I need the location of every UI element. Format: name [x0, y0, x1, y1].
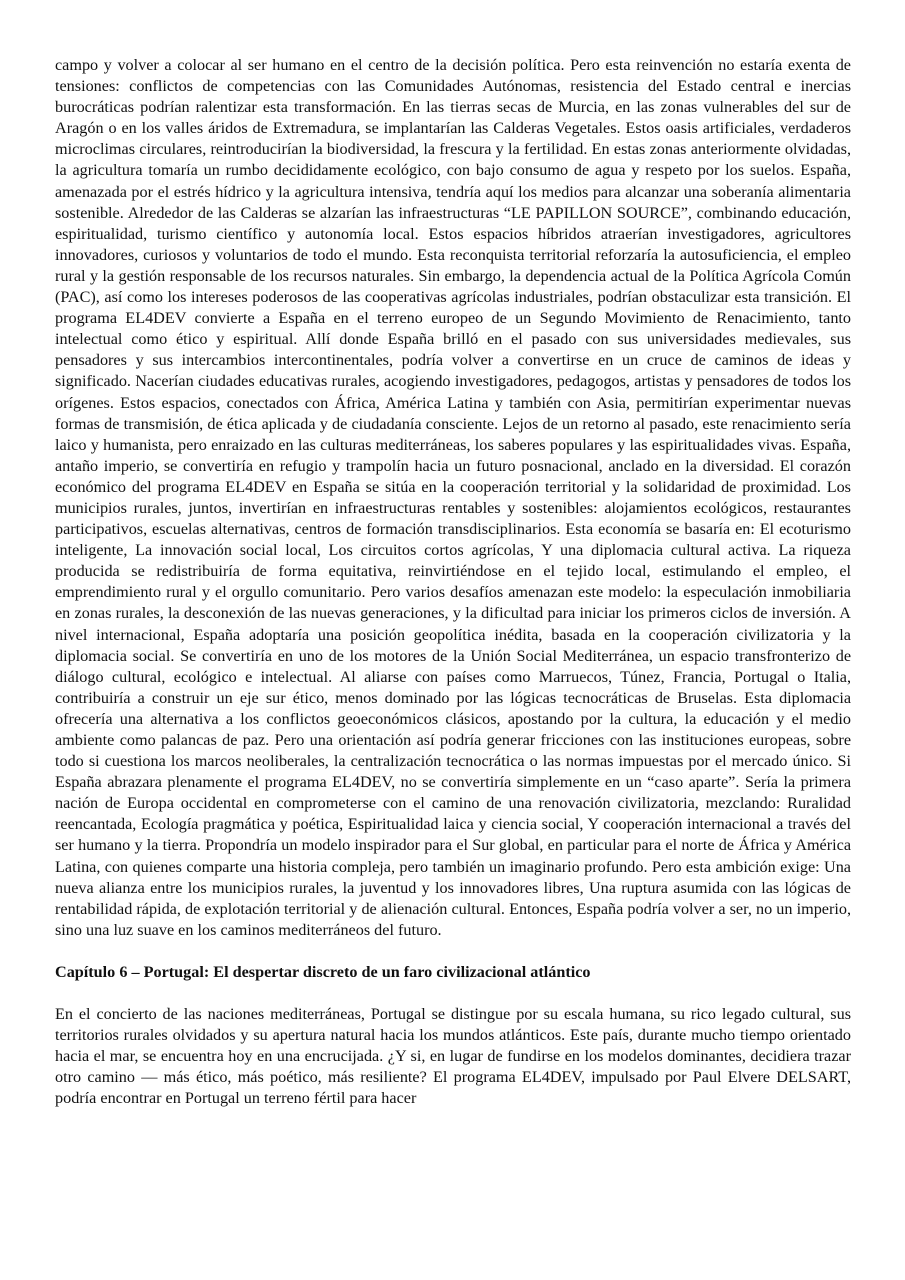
- chapter-heading: Capítulo 6 – Portugal: El despertar discreto de un faro civilizacional atlántico: [55, 962, 591, 981]
- body-paragraph: campo y volver a colocar al ser humano en el centro de la decisión política. Pero esta reinvención no estaría exenta de tensiones: conflictos de competencias con las Comunidades Autónomas, resistencia del Estado central e inercias burocráticas podrían ralentizar esta transformación. En las tierras secas de Murcia, en las zonas vulnerables del sur de Aragón o en los valles áridos de Extremadura, se implantarían las Calderas Vegetales. Estos oasis artificiales, verdaderos microclimas circulares, reintroducirían la biodiversidad, la frescura y la fertilidad. En estas zonas anteriormente olvidadas, la agricultura tomaría un rumbo decididamente ecológico, con bajo consumo de agua y respeto por los suelos. España, amenazada por el estrés hídrico y la agricultura intensiva, tendría aquí los medios para alcanzar una soberanía alimentaria sostenible. Alrededor de las Calderas se alzarían las infraestructuras “LE PAPILLON SOURCE”, combinando educación, espiritualidad, turismo científico y autonomía local. Estos espacios híbridos atraerían investigadores, agricultores innovadores, curiosos y voluntarios de todo el mundo. Esta reconquista territorial reforzaría la autosuficiencia, el empleo rural y la gestión responsable de los recursos naturales. Sin embargo, la dependencia actual de la Política Agrícola Común (PAC), así como los intereses poderosos de las cooperativas agrícolas industriales, podrían obstaculizar esta transición. El programa EL4DEV convierte a España en el terreno europeo de un Segundo Movimiento de Renacimiento, tanto intelectual como ético y espiritual. Allí donde España brilló en el pasado con sus universidades medievales, sus pensadores y sus intercambios intercontinentales, podría volver a convertirse en un cruce de caminos de ideas y significado. Nacerían ciudades educativas rurales, acogiendo investigadores, pedagogos, artistas y pensadores de todos los orígenes. Estos espacios, conectados con África, América Latina y también con Asia, permitirían experimentar nuevas formas de transmisión, de ética aplicada y de ciudadanía consciente. Lejos de un retorno al pasado, este renacimiento sería laico y humanista, pero enraizado en las culturas mediterráneas, los saberes populares y las espiritualidades vivas. España, antaño imperio, se convertiría en refugio y trampolín hacia un futuro posnacional, anclado en la diversidad. El corazón económico del programa EL4DEV en España se sitúa en la cooperación territorial y la solidaridad de proximidad. Los municipios rurales, juntos, invertirían en infraestructuras rentables y sostenibles: alojamientos ecológicos, restaurantes participativos, escuelas alternativas, centros de formación transdisciplinarios. Esta economía se basaría en: El ecoturismo inteligente, La innovación social local, Los circuitos cortos agrícolas, Y una diplomacia cultural activa. La riqueza producida se redistribuiría de forma equitativa, reinvirtiéndose en el tejido local, estimulando el empleo, el emprendimiento rural y el orgullo comunitario. Pero varios desafíos amenazan este modelo: la especulación inmobiliaria en zonas rurales, la desconexión de las nuevas generaciones, y la dificultad para iniciar los primeros ciclos de inversión. A nivel internacional, España adoptaría una posición geopolítica inédita, basada en la cooperación civilizatoria y la diplomacia social. Se convertiría en uno de los motores de la Unión Social Mediterránea, un espacio transfronterizo de diálogo cultural, ecológico e intelectual. Al aliarse con países como Marruecos, Túnez, Francia, Portugal o Italia, contribuiría a construir un eje sur ético, menos dominado por las lógicas tecnocráticas de Bruselas. Esta diplomacia ofrecería una alternativa a los conflictos geoeconómicos clásicos, apostando por la cultura, la educación y el medio ambiente como palancas de paz. Pero una orientación así podría generar fricciones con las instituciones europeas, sobre todo si cuestiona los marcos neoliberales, la centralización tecnocrática o las normas impuestas por el mercado único. Si España abrazara plenamente el programa EL4DEV, no se convertiría simplemente en un “caso aparte”. Sería la primera nación de Europa occidental en comprometerse con el camino de una renovación civilizatoria, mezclando: Ruralidad reencantada, Ecología pragmática y poética, Espiritualidad laica y ciencia social, Y cooperación internacional a través del ser humano y la tierra. Propondría un modelo inspirador para el Sur global, en particular para el norte de África y América Latina, con quienes comparte una historia compleja, pero también un imaginario profundo. Pero esta ambición exige: Una nueva alianza entre los municipios rurales, la juventud y los innovadores libres, Una ruptura asumida con las lógicas de rentabilidad rápida, de explotación territorial y de alienación cultural. Entonces, España podría volver a ser, no un imperio, sino una luz suave en los caminos mediterráneos del futuro.: [55, 56, 851, 939]
- body-paragraph: En el concierto de las naciones mediterráneas, Portugal se distingue por su escala humana, su rico legado cultural, sus territorios rurales olvidados y su apertura natural hacia los mundos atlánticos. Este país, durante mucho tiempo orientado hacia el mar, se encuentra hoy en una encrucijada. ¿Y si, en lugar de fundirse en los modelos dominantes, decidiera trazar otro camino — más ético, más poético, más resiliente? El programa EL4DEV, impulsado por Paul Elvere DELSART, podría encontrar en Portugal un terreno fértil para hacer: [55, 1005, 851, 1108]
- document-page: [55, 55, 851, 1110]
